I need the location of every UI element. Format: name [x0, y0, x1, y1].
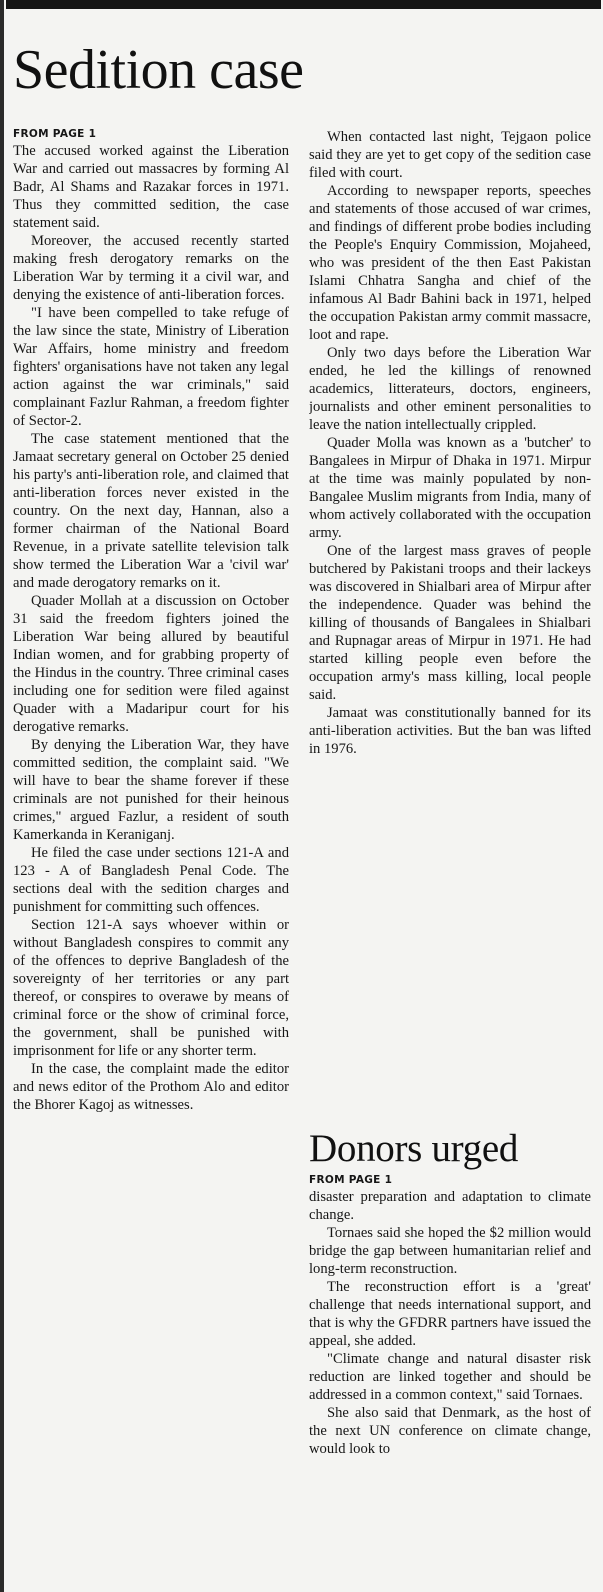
paragraph: Quader Molla was known as a 'butcher' to Bangalees in Mirpur of Dhaka in 1971. Mirpur at the time was mainly populated by non-Bangalee Muslim migrants from India, many of whom actively collaborated with the occupation army. [309, 435, 591, 541]
article-headline-donors: Donors urged [309, 1127, 519, 1170]
article-column-right [309, 128, 591, 1123]
article-column-left [13, 128, 289, 1568]
paragraph: The reconstruction effort is a 'great' challenge that needs international support, and that is why the GFDRR partners have issued the appeal, she added. [309, 1279, 591, 1349]
paragraph: The case statement mentioned that the Jamaat secretary general on October 25 denied his party's anti-liberation role, and claimed that anti-liberation forces never existed in the country. On the next day, Hannan, also a former chairman of the National Board Revenue, in a private satellite television talk show termed the Liberation War a 'civil war' and made derogatory remarks on it. [13, 431, 289, 591]
paragraph: By denying the Liberation War, they have committed sedition, the complaint said. "We will have to bear the shame forever if these criminals are not punished for their heinous crimes," argued Fazlur, a resident of south Kamerkanda in Keraniganj. [13, 737, 289, 843]
paragraph: In the case, the complaint made the editor and news editor of the Prothom Alo and editor the Bhorer Kagoj as witnesses. [13, 1061, 289, 1113]
paragraph: Quader Mollah at a discussion on October 31 said the freedom fighters joined the Liberation War being allured by beautiful Indian women, and for grabbing property of the Hindus in the country. Three criminal cases including one for sedition were filed against Quader with a Madaripur court for his derogative remarks. [13, 593, 289, 735]
paragraph: Only two days before the Liberation War ended, he led the killings of renowned academics, litterateurs, doctors, engineers, journalists and other eminent personalities to leave the nation intellectually crippled. [309, 345, 591, 433]
paragraph: "I have been compelled to take refuge of the law since the state, Ministry of Liberation War Affairs, home ministry and freedom fighters' organisations have not taken any legal action against the war criminals," said complainant Fazlur Rahman, a freedom fighter of Sector-2. [13, 305, 289, 429]
paragraph: "Climate change and natural disaster risk reduction are linked together and should be addressed in a common context," said Tornaes. [309, 1351, 591, 1403]
paragraph: Moreover, the accused recently started making fresh derogatory remarks on the Liberation War by terming it a civil war, and denying the existence of anti-liberation forces. [13, 233, 289, 303]
article-headline-sedition: Sedition case [13, 39, 304, 101]
paragraph: Section 121-A says whoever within or without Bangladesh conspires to commit any of the offences to deprive Bangladesh of the sovereignty of her territories or any part thereof, or conspires to overawe by means of criminal force or the show of criminal force, the government, shall be punished with imprisonment for life or any shorter term. [13, 917, 289, 1059]
paragraph: disaster preparation and adaptation to climate change. [309, 1189, 591, 1223]
paragraph: Jamaat was constitutionally banned for its anti-liberation activities. But the ban was lifted in 1976. [309, 705, 591, 757]
paragraph: She also said that Denmark, as the host of the next UN conference on climate change, would look to [309, 1405, 591, 1457]
paragraph: Tornaes said she hoped the $2 million would bridge the gap between humanitarian relief and long-term reconstruction. [309, 1225, 591, 1277]
paragraph: According to newspaper reports, speeches and statements of those accused of war crimes, and findings of different probe bodies including the People's Enquiry Commission, Mojaheed, who was president of the then East Pakistan Islami Chhatra Sangha and chief of the infamous Al Badr Bahini back in 1971, helped the occupation Pakistan army commit massacre, loot and rape. [309, 183, 591, 343]
paragraph: One of the largest mass graves of people butchered by Pakistani troops and their lackeys was discovered in Shialbari area of Mirpur after the independence. Quader was behind the killing of thousands of Bangalees in Shialbari and Rupnagar areas of Mirpur in 1971. He had started killing people even before the occupation army's mass killing, local people said. [309, 543, 591, 703]
kicker-from-page: FROM PAGE 1 [13, 128, 97, 140]
paragraph: When contacted last night, Tejgaon police said they are yet to get copy of the sedition case filed with court. [309, 129, 591, 181]
paragraph: The accused worked against the Liberation War and carried out massacres by forming Al Badr, Al Shams and Razakar forces in 1971. Thus they committed sedition, the case statement said. [13, 143, 289, 231]
top-rule [6, 0, 601, 9]
article-column-donors [309, 1174, 591, 1592]
paragraph: He filed the case under sections 121-A and 123 - A of Bangladesh Penal Code. The sections deal with the sedition charges and punishment for committing such offences. [13, 845, 289, 915]
kicker-from-page: FROM PAGE 1 [309, 1174, 393, 1186]
page-edge [0, 0, 4, 1592]
